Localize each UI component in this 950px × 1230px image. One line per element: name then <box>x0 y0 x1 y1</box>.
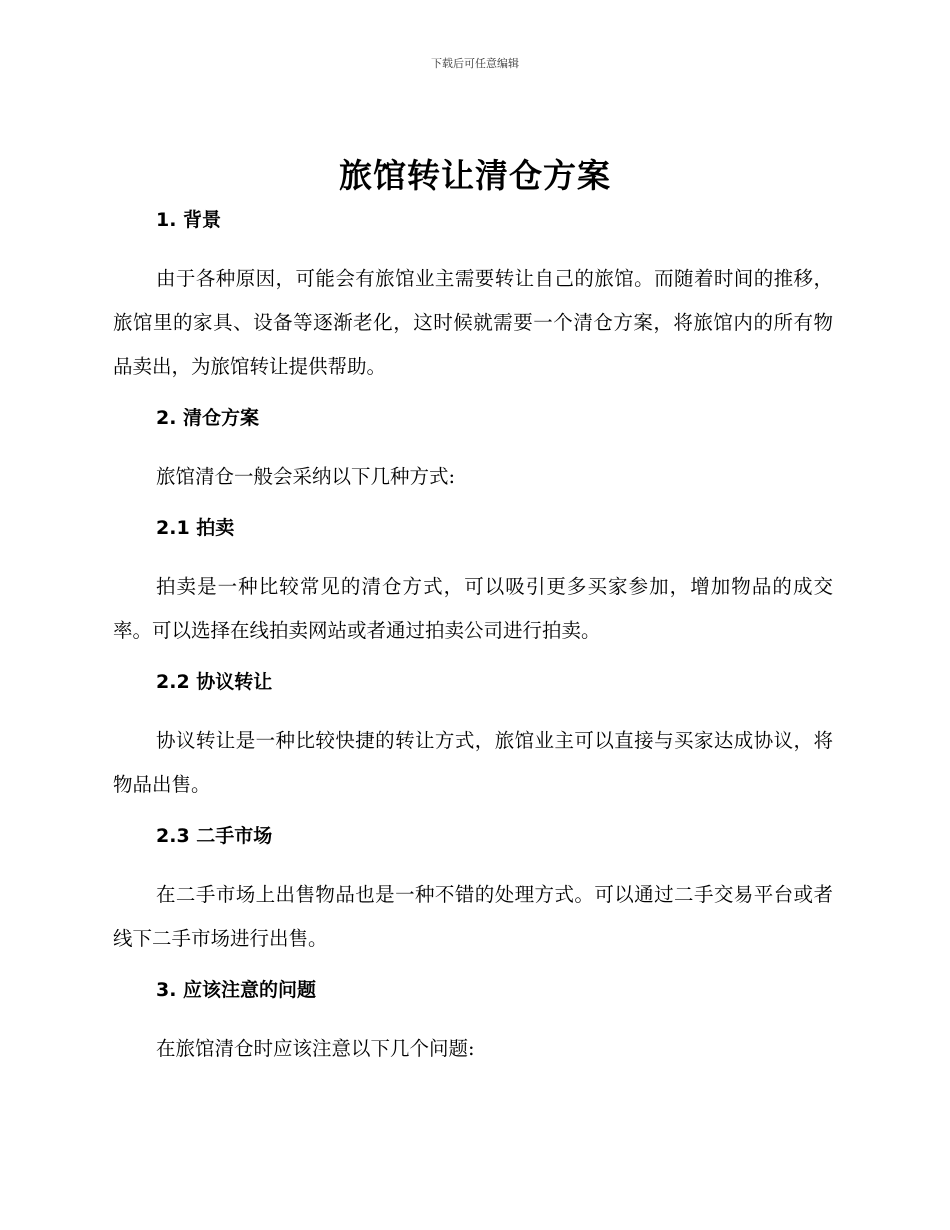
section-heading-second-hand-market: 2.3 二手市场 <box>156 825 273 847</box>
paragraph-agreement-transfer: 协议转让是一种比较快捷的转让方式，旅馆业主可以直接与买家达成协议，将物品出售。 <box>113 729 833 796</box>
paragraph-second-hand-market: 在二手市场上出售物品也是一种不错的处理方式。可以通过二手交易平台或者线下二手市场进行出售。 <box>113 883 833 950</box>
section-heading-clearance-plan: 2. 清仓方案 <box>156 407 260 429</box>
paragraph-clearance-intro: 旅馆清仓一般会采纳以下几种方式: <box>156 465 456 488</box>
document-title: 旅馆转让清仓方案 <box>339 156 611 195</box>
paragraph-auction: 拍卖是一种比较常见的清仓方式，可以吸引更多买家参加，增加物品的成交率。可以选择在线拍卖网站或者通过拍卖公司进行拍卖。 <box>113 575 833 642</box>
section-heading-precautions: 3. 应该注意的问题 <box>156 979 317 1001</box>
header-note: 下载后可任意编辑 <box>431 57 519 70</box>
paragraph-background: 由于各种原因，可能会有旅馆业主需要转让自己的旅馆。而随着时间的推移，旅馆里的家具、设备等逐渐老化，这时候就需要一个清仓方案，将旅馆内的所有物品卖出，为旅馆转让提供帮助。 <box>113 267 833 378</box>
paragraph-precautions: 在旅馆清仓时应该注意以下几个问题: <box>156 1037 475 1060</box>
section-heading-background: 1. 背景 <box>156 209 222 231</box>
document-body <box>113 205 833 1083</box>
section-heading-agreement-transfer: 2.2 协议转让 <box>156 671 273 693</box>
section-heading-auction: 2.1 拍卖 <box>156 517 235 539</box>
